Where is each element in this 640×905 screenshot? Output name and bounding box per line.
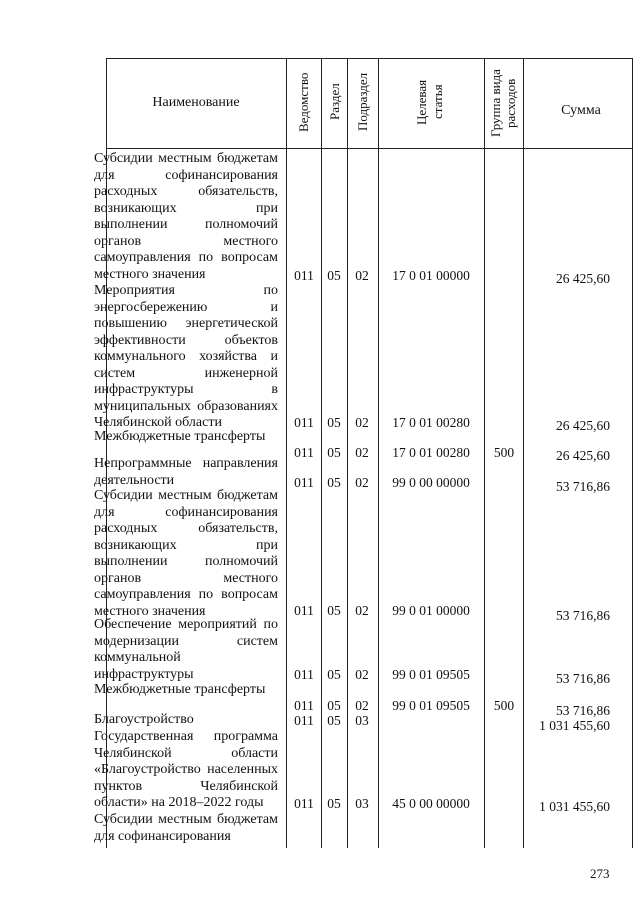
row-vedomstvo: 011 <box>294 713 314 728</box>
row-name: Государственная программа Челябинской области «Благоустройство населенных пунктов Челябинской области» на 2018–2022 годы <box>94 729 278 810</box>
row-razdel: 05 <box>327 796 341 811</box>
row-celevaya: 17 0 01 00000 <box>392 268 470 283</box>
row-razdel: 05 <box>327 475 341 490</box>
row-name: Межбюджетные трансферты <box>94 429 266 444</box>
row-name: Непрограммные направления деятельности <box>94 456 278 488</box>
table-top-border <box>106 58 633 59</box>
row-summa: 26 425,60 <box>556 271 610 286</box>
row-vedomstvo: 011 <box>294 698 314 713</box>
row-summa: 26 425,60 <box>556 448 610 463</box>
row-summa: 53 716,86 <box>556 671 610 686</box>
row-gruppa: 500 <box>493 698 515 713</box>
row-vedomstvo: 011 <box>294 796 314 811</box>
row-podrazdel: 02 <box>355 415 369 430</box>
row-name: Межбюджетные трансферты <box>94 682 266 697</box>
header-gruppa-text: Группа вида расходов <box>488 69 518 137</box>
row-vedomstvo: 011 <box>294 445 314 460</box>
row-razdel: 05 <box>327 698 341 713</box>
row-vedomstvo: 011 <box>294 268 314 283</box>
row-vedomstvo: 011 <box>294 415 314 430</box>
row-name: Субсидии местным бюджетам для софинансирования <box>94 812 278 844</box>
row-podrazdel: 02 <box>355 603 369 618</box>
row-vedomstvo: 011 <box>294 603 314 618</box>
row-celevaya: 17 0 01 00280 <box>392 415 470 430</box>
row-podrazdel: 03 <box>355 713 369 728</box>
row-razdel: 05 <box>327 445 341 460</box>
row-name: Обеспечение мероприятий по модернизации систем коммунальной инфраструктуры <box>94 617 278 682</box>
header-bottom-border <box>106 148 633 149</box>
header-podrazdel: Подраздел <box>355 72 370 132</box>
row-summa: 1 031 455,60 <box>539 799 610 814</box>
row-podrazdel: 02 <box>355 268 369 283</box>
row-celevaya: 45 0 00 00000 <box>392 796 470 811</box>
row-celevaya: 99 0 01 09505 <box>392 698 470 713</box>
row-celevaya: 99 0 00 00000 <box>392 475 470 490</box>
row-gruppa: 500 <box>493 445 515 460</box>
header-summa: Сумма <box>561 103 601 118</box>
row-summa: 26 425,60 <box>556 418 610 433</box>
row-name: Субсидии местным бюджетам для софинансирования расходных обязательств, возникающих при выполнении полномочий органов местного самоуправления по вопросам местного значения <box>94 151 278 282</box>
row-razdel: 05 <box>327 603 341 618</box>
row-celevaya: 99 0 01 09505 <box>392 667 470 682</box>
header-vedomstvo: Ведомство <box>296 72 311 132</box>
row-razdel: 05 <box>327 713 341 728</box>
header-name: Наименование <box>152 95 240 110</box>
row-summa: 53 716,86 <box>556 608 610 623</box>
row-celevaya: 99 0 01 00000 <box>392 603 470 618</box>
row-podrazdel: 03 <box>355 796 369 811</box>
row-podrazdel: 02 <box>355 475 369 490</box>
row-summa: 53 716,86 <box>556 479 610 494</box>
header-celevaya-text: Целевая статья <box>414 79 445 125</box>
header-gruppa <box>488 62 520 144</box>
row-summa: 53 716,86 <box>556 703 610 718</box>
header-razdel: Раздел <box>327 83 342 121</box>
header-celevaya <box>414 63 448 141</box>
row-podrazdel: 02 <box>355 698 369 713</box>
row-summa: 1 031 455,60 <box>539 718 610 733</box>
row-name: Благоустройство <box>94 712 194 727</box>
row-razdel: 05 <box>327 667 341 682</box>
row-vedomstvo: 011 <box>294 667 314 682</box>
row-celevaya: 17 0 01 00280 <box>392 445 470 460</box>
table-border-right <box>632 58 633 848</box>
row-vedomstvo: 011 <box>294 475 314 490</box>
row-razdel: 05 <box>327 415 341 430</box>
row-name: Субсидии местным бюджетам для софинансирования расходных обязательств, возникающих при выполнении полномочий органов местного самоуправления по вопросам местного значения <box>94 488 278 619</box>
row-name: Мероприятия по энергосбережению и повышению энергетической эффективности объектов коммунального хозяйства и систем инженерной инфраструктуры в муниципальных образованиях Челябинской области <box>94 283 278 430</box>
row-podrazdel: 02 <box>355 445 369 460</box>
row-razdel: 05 <box>327 268 341 283</box>
page-number: 273 <box>590 866 610 881</box>
row-podrazdel: 02 <box>355 667 369 682</box>
